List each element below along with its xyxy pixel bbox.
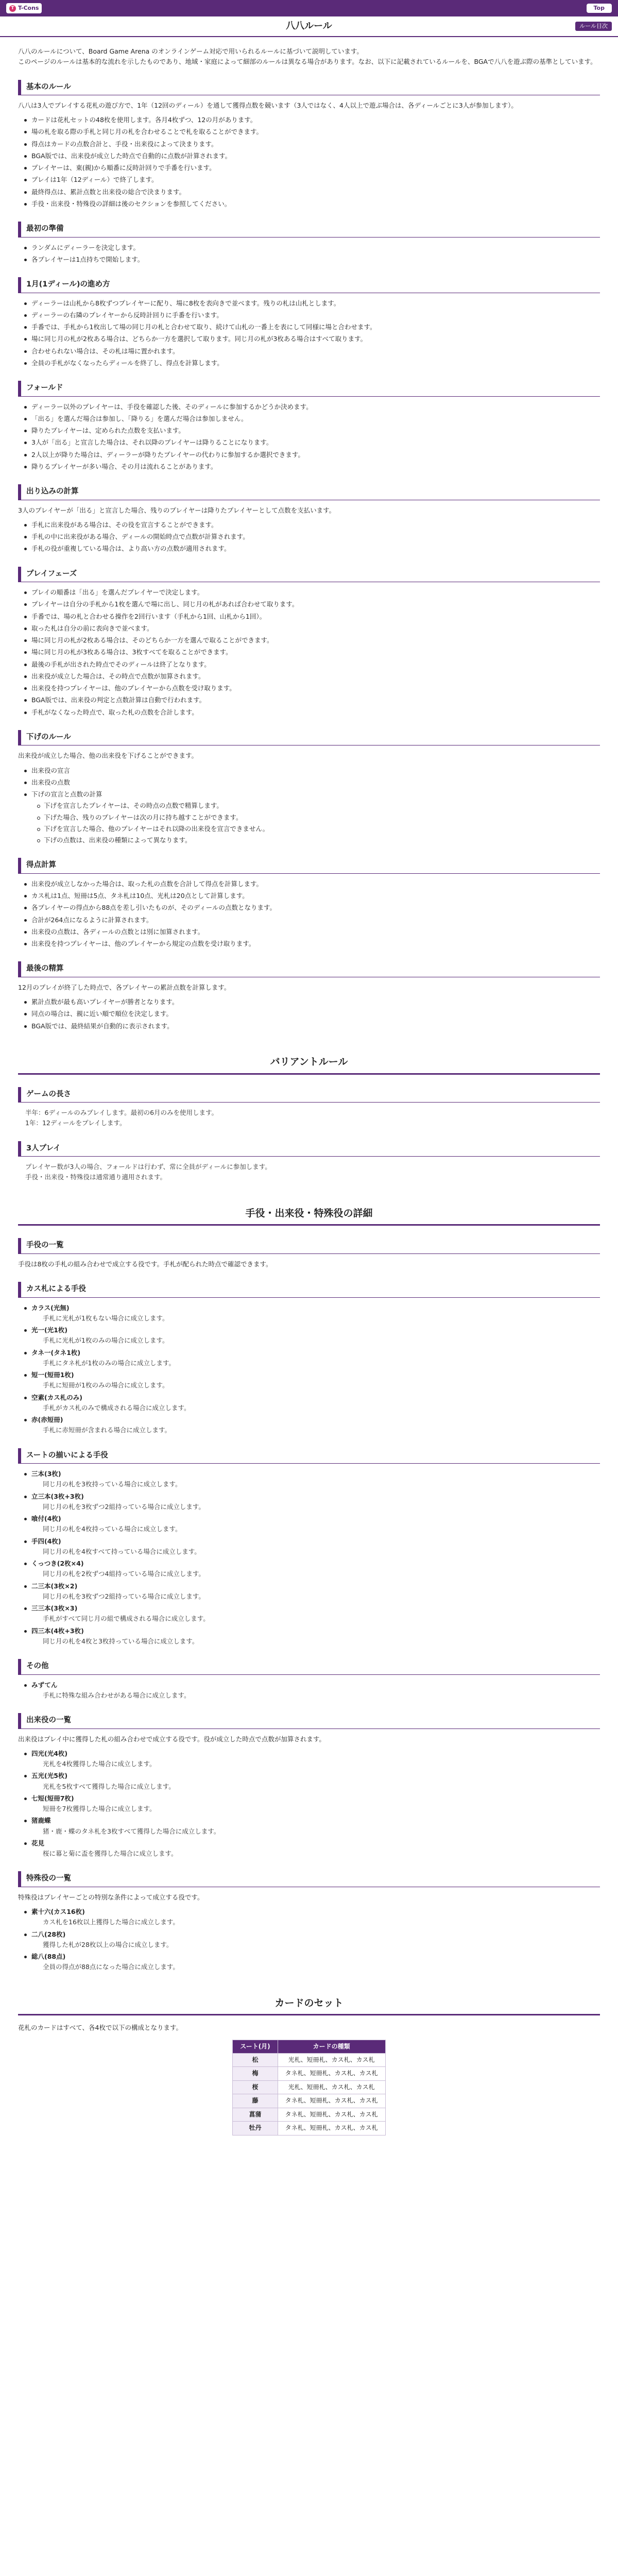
section-heading: 出来役の一覧 [18, 1713, 600, 1728]
list-item: 手番では、手札から1枚出して場の同じ月の札と合わせて取り、続けて山札の一番上を表にして同様に場と合わせます。 [31, 322, 600, 332]
list-item: 2人以上が降りた場合は、ディーラーが降りたプレイヤーの代わりに参加するか選択できます。 [31, 450, 600, 460]
hand-list [18, 1907, 600, 1973]
section-text: 手役・出来役・特殊役は通常通り適用されます。 [25, 1173, 167, 1181]
list-item: プレイヤーは、東(親)から順番に反時計回りで手番を行います。 [31, 163, 600, 173]
intro [18, 46, 600, 67]
section-text: 半年：6ディールのみプレイします。最初の6月のみを使用します。 [25, 1109, 218, 1117]
hand-name: 猪鹿蝶 [31, 1817, 51, 1825]
hand-detail: 短冊を7枚獲得した場合に成立します。 [43, 1805, 156, 1813]
list-item: カス札は1点、短冊は5点、タネ札は10点、光札は20点として計算します。 [31, 891, 600, 901]
hand-name: 空素(カス札のみ) [31, 1393, 82, 1401]
hand-item [31, 1603, 600, 1624]
hand-name: 五光(光5枚) [31, 1772, 68, 1780]
list-item: ランダムにディーラーを決定します。 [31, 243, 600, 253]
hand-list [18, 1680, 600, 1701]
hand-item [31, 1469, 600, 1490]
section-heading: 特殊役の一覧 [18, 1871, 600, 1887]
list-item: 各プレイヤーは1点持ちで開始します。 [31, 255, 600, 265]
hand-detail: カス札を16枚以上獲得した場合に成立します。 [43, 1918, 179, 1926]
section-heading: 手役の一覧 [18, 1238, 600, 1253]
hand-name: くっつき(2枚×4) [31, 1560, 84, 1568]
table-cell: 桜 [233, 2080, 278, 2094]
hand-name: 手四(4枚) [31, 1537, 61, 1545]
section-heading: ゲームの長さ [18, 1087, 600, 1103]
table-row [233, 2080, 385, 2094]
list-item: ディーラーは山札から8枚ずつプレイヤーに配り、場に8枚を表向きで並べます。残りの札は山札とします。 [31, 298, 600, 309]
section-text: プレイヤー数が3人の場合、フォールドは行わず、常に全員がディールに参加します。 [25, 1163, 271, 1171]
band-heading: バリアントルール [18, 1054, 600, 1075]
band-heading: 手役・出来役・特殊役の詳細 [18, 1206, 600, 1226]
hand-detail: 同じ月の札を4枚すべて持っている場合に成立します。 [43, 1547, 201, 1555]
table-row [233, 2108, 385, 2121]
hand-name: 光一(光1枚) [31, 1326, 68, 1334]
list-item: 取った札は自分の前に表向きで並べます。 [31, 623, 600, 634]
section-heading: 出り込みの計算 [18, 484, 600, 500]
hand-item [31, 1929, 600, 1951]
hand-item [31, 1816, 600, 1837]
hand-item [31, 1303, 600, 1324]
section-heading: 最後の精算 [18, 961, 600, 977]
list-item: 降りるプレイヤーが多い場合、その月は流れることがあります。 [31, 462, 600, 472]
section-heading: 得点計算 [18, 858, 600, 873]
top-bar [0, 0, 618, 16]
top-button[interactable]: Top [587, 4, 612, 13]
hand-name: 短一(短冊1枚) [31, 1371, 74, 1379]
hand-detail: 手札に赤短冊が含まれる場合に成立します。 [43, 1426, 171, 1434]
intro-text: 八八のルールについて、Board Game Arena のオンラインゲーム対応で用いられるルールに基づいて説明しています。 [18, 47, 363, 55]
page-title: 八八ルール [286, 21, 332, 32]
list-item: 最終得点は、累計点数と出来役の総合で決まります。 [31, 187, 600, 197]
hand-name: 素十六(カス16枚) [31, 1908, 85, 1916]
table-cell: タネ札、短冊札、カス札、カス札 [278, 2108, 385, 2121]
list-item: 降りたプレイヤーは、定められた点数を支払います。 [31, 426, 600, 436]
hand-item [31, 1348, 600, 1369]
bullet-list [18, 402, 600, 472]
section-heading: その他 [18, 1659, 600, 1674]
bullet-list [18, 243, 600, 265]
hand-name: 二八(28枚) [31, 1930, 66, 1938]
list-item: 合わせられない場合は、その札は場に置かれます。 [31, 346, 600, 357]
section-heading: フォールド [18, 381, 600, 396]
rules-menu-button[interactable]: ルール目次 [575, 22, 612, 31]
list-item: 出来役の点数は、各ディールの点数とは別に加算されます。 [31, 927, 600, 937]
hand-name: 四三本(4枚+3枚) [31, 1626, 84, 1635]
list-item: 手札の中に出来役がある場合、ディールの開始時点で点数が計算されます。 [31, 532, 600, 542]
table-row [233, 2067, 385, 2080]
hand-name: 立三本(3枚+3枚) [31, 1492, 84, 1500]
hand-detail: 同じ月の札を2枚ずつ4組持っている場合に成立します。 [43, 1570, 205, 1578]
bullet-list [18, 997, 600, 1031]
list-item: プレイは1年（12ディール）で終了します。 [31, 175, 600, 185]
list-item: 「出る」を選んだ場合は参加し、「降りる」を選んだ場合は参加しません。 [31, 414, 600, 424]
hand-detail: 手札がすべて同じ月の組で構成される場合に成立します。 [43, 1615, 210, 1623]
hand-name: 三本(3枚) [31, 1470, 61, 1478]
sub-list-item: 下げを宣言したプレイヤーは、その時点の点数で精算します。 [44, 801, 600, 811]
list-item: 全員の手札がなくなったらディールを終了し、得点を計算します。 [31, 358, 600, 368]
hand-detail: 光札を4枚獲得した場合に成立します。 [43, 1760, 156, 1768]
section-lead: 出来役が成立した場合、他の出来役を下げることができます。 [18, 752, 198, 760]
table-cell: タネ札、短冊札、カス札、カス札 [278, 2122, 385, 2135]
section-lead: 八八は3人でプレイする花札の遊び方で、1年（12回のディール）を通して獲得点数を競います（3人ではなく、4人以上で遊ぶ場合は、各ディールごとに3人が参加します）。 [18, 101, 518, 109]
section-lead: 特殊役はプレイヤーごとの特別な条件によって成立する役です。 [18, 1893, 204, 1901]
hand-detail: 手札にタネ札が1枚のみの場合に成立します。 [43, 1359, 175, 1367]
list-item: 手札がなくなった時点で、取った札の点数を合計します。 [31, 707, 600, 718]
list-item: 3人が「出る」と宣言した場合は、それ以降のプレイヤーは降りることになります。 [31, 437, 600, 448]
hand-name: カラス(光無) [31, 1303, 70, 1312]
bullet-list [18, 879, 600, 950]
list-item-label: 下げの宣言と点数の計算 [31, 790, 102, 799]
list-item: 手札の役が重複している場合は、より高い方の点数が適用されます。 [31, 544, 600, 554]
list-item: ディーラーの右隣のプレイヤーから反時計回りに手番を行います。 [31, 310, 600, 320]
hand-detail: 手札に光札が1枚のみの場合に成立します。 [43, 1336, 169, 1345]
hand-detail: 桜に幕と菊に盃を獲得した場合に成立します。 [43, 1850, 178, 1858]
hand-detail: 同じ月の札を3枚ずつ2組持っている場合に成立します。 [43, 1502, 205, 1511]
hand-item [31, 1793, 600, 1815]
intro-text: このページのルールは基本的な流れを示したものであり、地域・家庭によって細部のルールは異なる場合があります。なお、以下に記載されているルールを、BGAで八八を遊ぶ際の基準としています。 [18, 58, 597, 66]
list-item: プレイヤーは自分の手札から1枚を選んで場に出し、同じ月の札があれば合わせて取ります。 [31, 599, 600, 609]
table-header: スート(月) [233, 2040, 278, 2053]
list-item: ディーラー以外のプレイヤーは、手役を確認した後、そのディールに参加するかどうか決めます。 [31, 402, 600, 412]
hand-item [31, 1952, 600, 1973]
table-cell: タネ札、短冊札、カス札、カス札 [278, 2067, 385, 2080]
list-item: 場の札を取る際の手札と同じ月の札を合わせることで札を取ることができます。 [31, 127, 600, 137]
site-logo[interactable] [6, 3, 42, 13]
bullet-list [18, 520, 600, 554]
hand-item [31, 1838, 600, 1859]
table-cell: 菖蒲 [233, 2108, 278, 2121]
table-row [233, 2053, 385, 2066]
bullet-list [18, 298, 600, 369]
list-item: 手役・出来役・特殊役の詳細は後のセクションを参照してください。 [31, 199, 600, 209]
logo-icon: T [9, 5, 16, 12]
hand-item [31, 1581, 600, 1602]
hand-detail: 同じ月の札を3枚持っている場合に成立します。 [43, 1480, 182, 1488]
bullet-list [18, 587, 600, 718]
hand-name: 二三本(3枚×2) [31, 1582, 78, 1590]
hand-list [18, 1749, 600, 1859]
hand-detail: 獲得した札が28枚以上の場合に成立します。 [43, 1940, 173, 1948]
section-lead: 花札のカードはすべて、各4枚で以下の構成となります。 [18, 2024, 182, 2032]
hand-item [31, 1536, 600, 1557]
hand-detail: 手札に特殊な組み合わせがある場合に成立します。 [43, 1691, 191, 1699]
sub-list [31, 801, 600, 845]
sub-list-item: 下げの点数は、出来役の種類によって異なります。 [44, 835, 600, 845]
hand-name: タネ一(タネ1枚) [31, 1348, 81, 1357]
list-item: 場に同じ月の札が2枚ある場合は、そのどちらか一方を選んで取ることができます。 [31, 635, 600, 646]
hand-item [31, 1907, 600, 1928]
section-heading: プレイフェーズ [18, 567, 600, 582]
section-lead: 出来役はプレイ中に獲得した札の組み合わせで成立する役です。役が成立した時点で点数が加算されます。 [18, 1735, 325, 1743]
hand-name: 四光(光4枚) [31, 1749, 68, 1757]
hand-item [31, 1680, 600, 1701]
list-item: BGA版では、出来役の判定と点数計算は自動で行われます。 [31, 695, 600, 705]
sub-list-item: 下げを宣言した場合、他のプレイヤーはそれ以降の出来役を宣言できません。 [44, 824, 600, 834]
hand-item [31, 1415, 600, 1436]
hand-item [31, 1492, 600, 1513]
section-text: 1年：12ディールをプレイします。 [25, 1119, 126, 1127]
logo-text: T-Cons [18, 5, 39, 12]
section-heading: 3人プレイ [18, 1141, 600, 1157]
list-item: 手札に出来役がある場合は、その役を宣言することができます。 [31, 520, 600, 530]
hand-detail: 全員の得点が88点になった場合に成立します。 [43, 1963, 179, 1971]
section-heading: 基本のルール [18, 80, 600, 95]
list-item: 出来役の宣言 [31, 766, 600, 776]
list-item: 出来役が成立しなかった場合は、取った札の点数を合計して得点を計算します。 [31, 879, 600, 889]
list-item: 累計点数が最も高いプレイヤーが勝者となります。 [31, 997, 600, 1007]
hand-name: 総八(88点) [31, 1953, 66, 1961]
table-header: カードの種類 [278, 2040, 385, 2053]
hand-name: 七短(短冊7枚) [31, 1794, 74, 1802]
list-item: 出来役を持つプレイヤーは、他のプレイヤーから規定の点数を受け取ります。 [31, 939, 600, 949]
band-heading: カードのセット [18, 1995, 600, 2016]
table-row [233, 2094, 385, 2108]
hand-detail: 猪・鹿・蝶のタネ札を3枚すべて獲得した場合に成立します。 [43, 1827, 220, 1835]
table-cell: 藤 [233, 2094, 278, 2108]
list-item: 合計が264点になるように計算されます。 [31, 915, 600, 925]
table-header-row [233, 2040, 385, 2053]
hand-name: 赤(赤短冊) [31, 1416, 63, 1424]
section-heading: 1月(1ディール)の進め方 [18, 277, 600, 293]
section-heading: 最初の準備 [18, 222, 600, 237]
list-item: BGA版では、最終結果が自動的に表示されます。 [31, 1021, 600, 1031]
section-heading: カス札による手役 [18, 1282, 600, 1297]
hand-detail: 光札を5枚すべて獲得した場合に成立します。 [43, 1782, 175, 1790]
hand-detail: 手札がカス札のみで構成される場合に成立します。 [43, 1403, 191, 1412]
list-item: 出来役が成立した場合は、その時点で点数が加算されます。 [31, 671, 600, 682]
card-set-table [232, 2040, 385, 2136]
table-cell: 松 [233, 2053, 278, 2066]
table-cell: 光札、短冊札、カス札、カス札 [278, 2080, 385, 2094]
sub-list-item: 下げた場合、残りのプレイヤーは次の月に持ち越すことができます。 [44, 812, 600, 823]
section-lead: 3人のプレイヤーが「出る」と宣言した場合、残りのプレイヤーは降りたプレイヤーとして点数を支払います。 [18, 506, 336, 514]
hand-detail: 同じ月の札を3枚ずつ2組持っている場合に成立します。 [43, 1592, 205, 1600]
hand-detail: 同じ月の札を4枚持っている場合に成立します。 [43, 1525, 182, 1533]
section-lead: 12月のプレイが終了した時点で、各プレイヤーの累計点数を計算します。 [18, 983, 231, 991]
table-cell: タネ札、短冊札、カス札、カス札 [278, 2094, 385, 2108]
main-content [18, 37, 600, 2151]
hand-item [31, 1393, 600, 1414]
table-cell: 梅 [233, 2067, 278, 2080]
table-cell: 光札、短冊札、カス札、カス札 [278, 2053, 385, 2066]
list-item [31, 789, 600, 845]
list-item: 場に同じ月の札が2枚ある場合は、どちらか一方を選択して取ります。同じ月の札が3枚ある場合はすべて取ります。 [31, 334, 600, 344]
hand-item [31, 1749, 600, 1770]
list-item: 得点はカードの点数合計と、手役・出来役によって決まります。 [31, 139, 600, 149]
list-item: 出来役の点数 [31, 777, 600, 788]
list-item: 出来役を持つプレイヤーは、他のプレイヤーから点数を受け取ります。 [31, 683, 600, 693]
title-bar [0, 16, 618, 37]
list-item: プレイの順番は「出る」を選んだプレイヤーで決定します。 [31, 587, 600, 598]
hand-item [31, 1558, 600, 1580]
list-item: 同点の場合は、親に近い順で順位を決定します。 [31, 1009, 600, 1019]
bullet-list [18, 115, 600, 209]
list-item: 最後の手札が出された時点でそのディールは終了となります。 [31, 659, 600, 670]
hand-item [31, 1370, 600, 1391]
hand-list [18, 1303, 600, 1436]
hand-detail: 同じ月の札を4枚と3枚持っている場合に成立します。 [43, 1637, 199, 1645]
section-heading: スートの揃いによる手役 [18, 1448, 600, 1464]
hand-item [31, 1325, 600, 1346]
list-item: 各プレイヤーの得点から88点を差し引いたものが、そのディールの点数となります。 [31, 903, 600, 913]
list-item: カードは花札セットの48枚を使用します。各月4枚ずつ、12の月があります。 [31, 115, 600, 125]
hand-name: 三三本(3枚×3) [31, 1604, 78, 1613]
hand-name: 喰付(4枚) [31, 1515, 61, 1523]
list-item: 場に同じ月の札が3枚ある場合は、3枚すべてを取ることができます。 [31, 647, 600, 657]
hand-detail: 手札に短冊が1枚のみの場合に成立します。 [43, 1381, 169, 1389]
hand-name: みずてん [31, 1681, 58, 1689]
table-cell: 牡丹 [233, 2122, 278, 2135]
hand-detail: 手札に光札が1枚もない場合に成立します。 [43, 1314, 169, 1322]
bullet-list [18, 766, 600, 846]
hand-item [31, 1626, 600, 1647]
hand-list [18, 1469, 600, 1647]
section-lead: 手役は8枚の手札の組み合わせで成立する役です。手札が配られた時点で確認できます。 [18, 1260, 272, 1268]
list-item: BGA版では、出来役が成立した時点で自動的に点数が計算されます。 [31, 151, 600, 161]
hand-item [31, 1771, 600, 1792]
list-item: 手番では、場の札と合わせる操作を2回行います（手札から1回、山札から1回）。 [31, 612, 600, 622]
hand-item [31, 1514, 600, 1535]
section-heading: 下げのルール [18, 730, 600, 745]
table-row [233, 2122, 385, 2135]
hand-name: 花見 [31, 1839, 45, 1847]
